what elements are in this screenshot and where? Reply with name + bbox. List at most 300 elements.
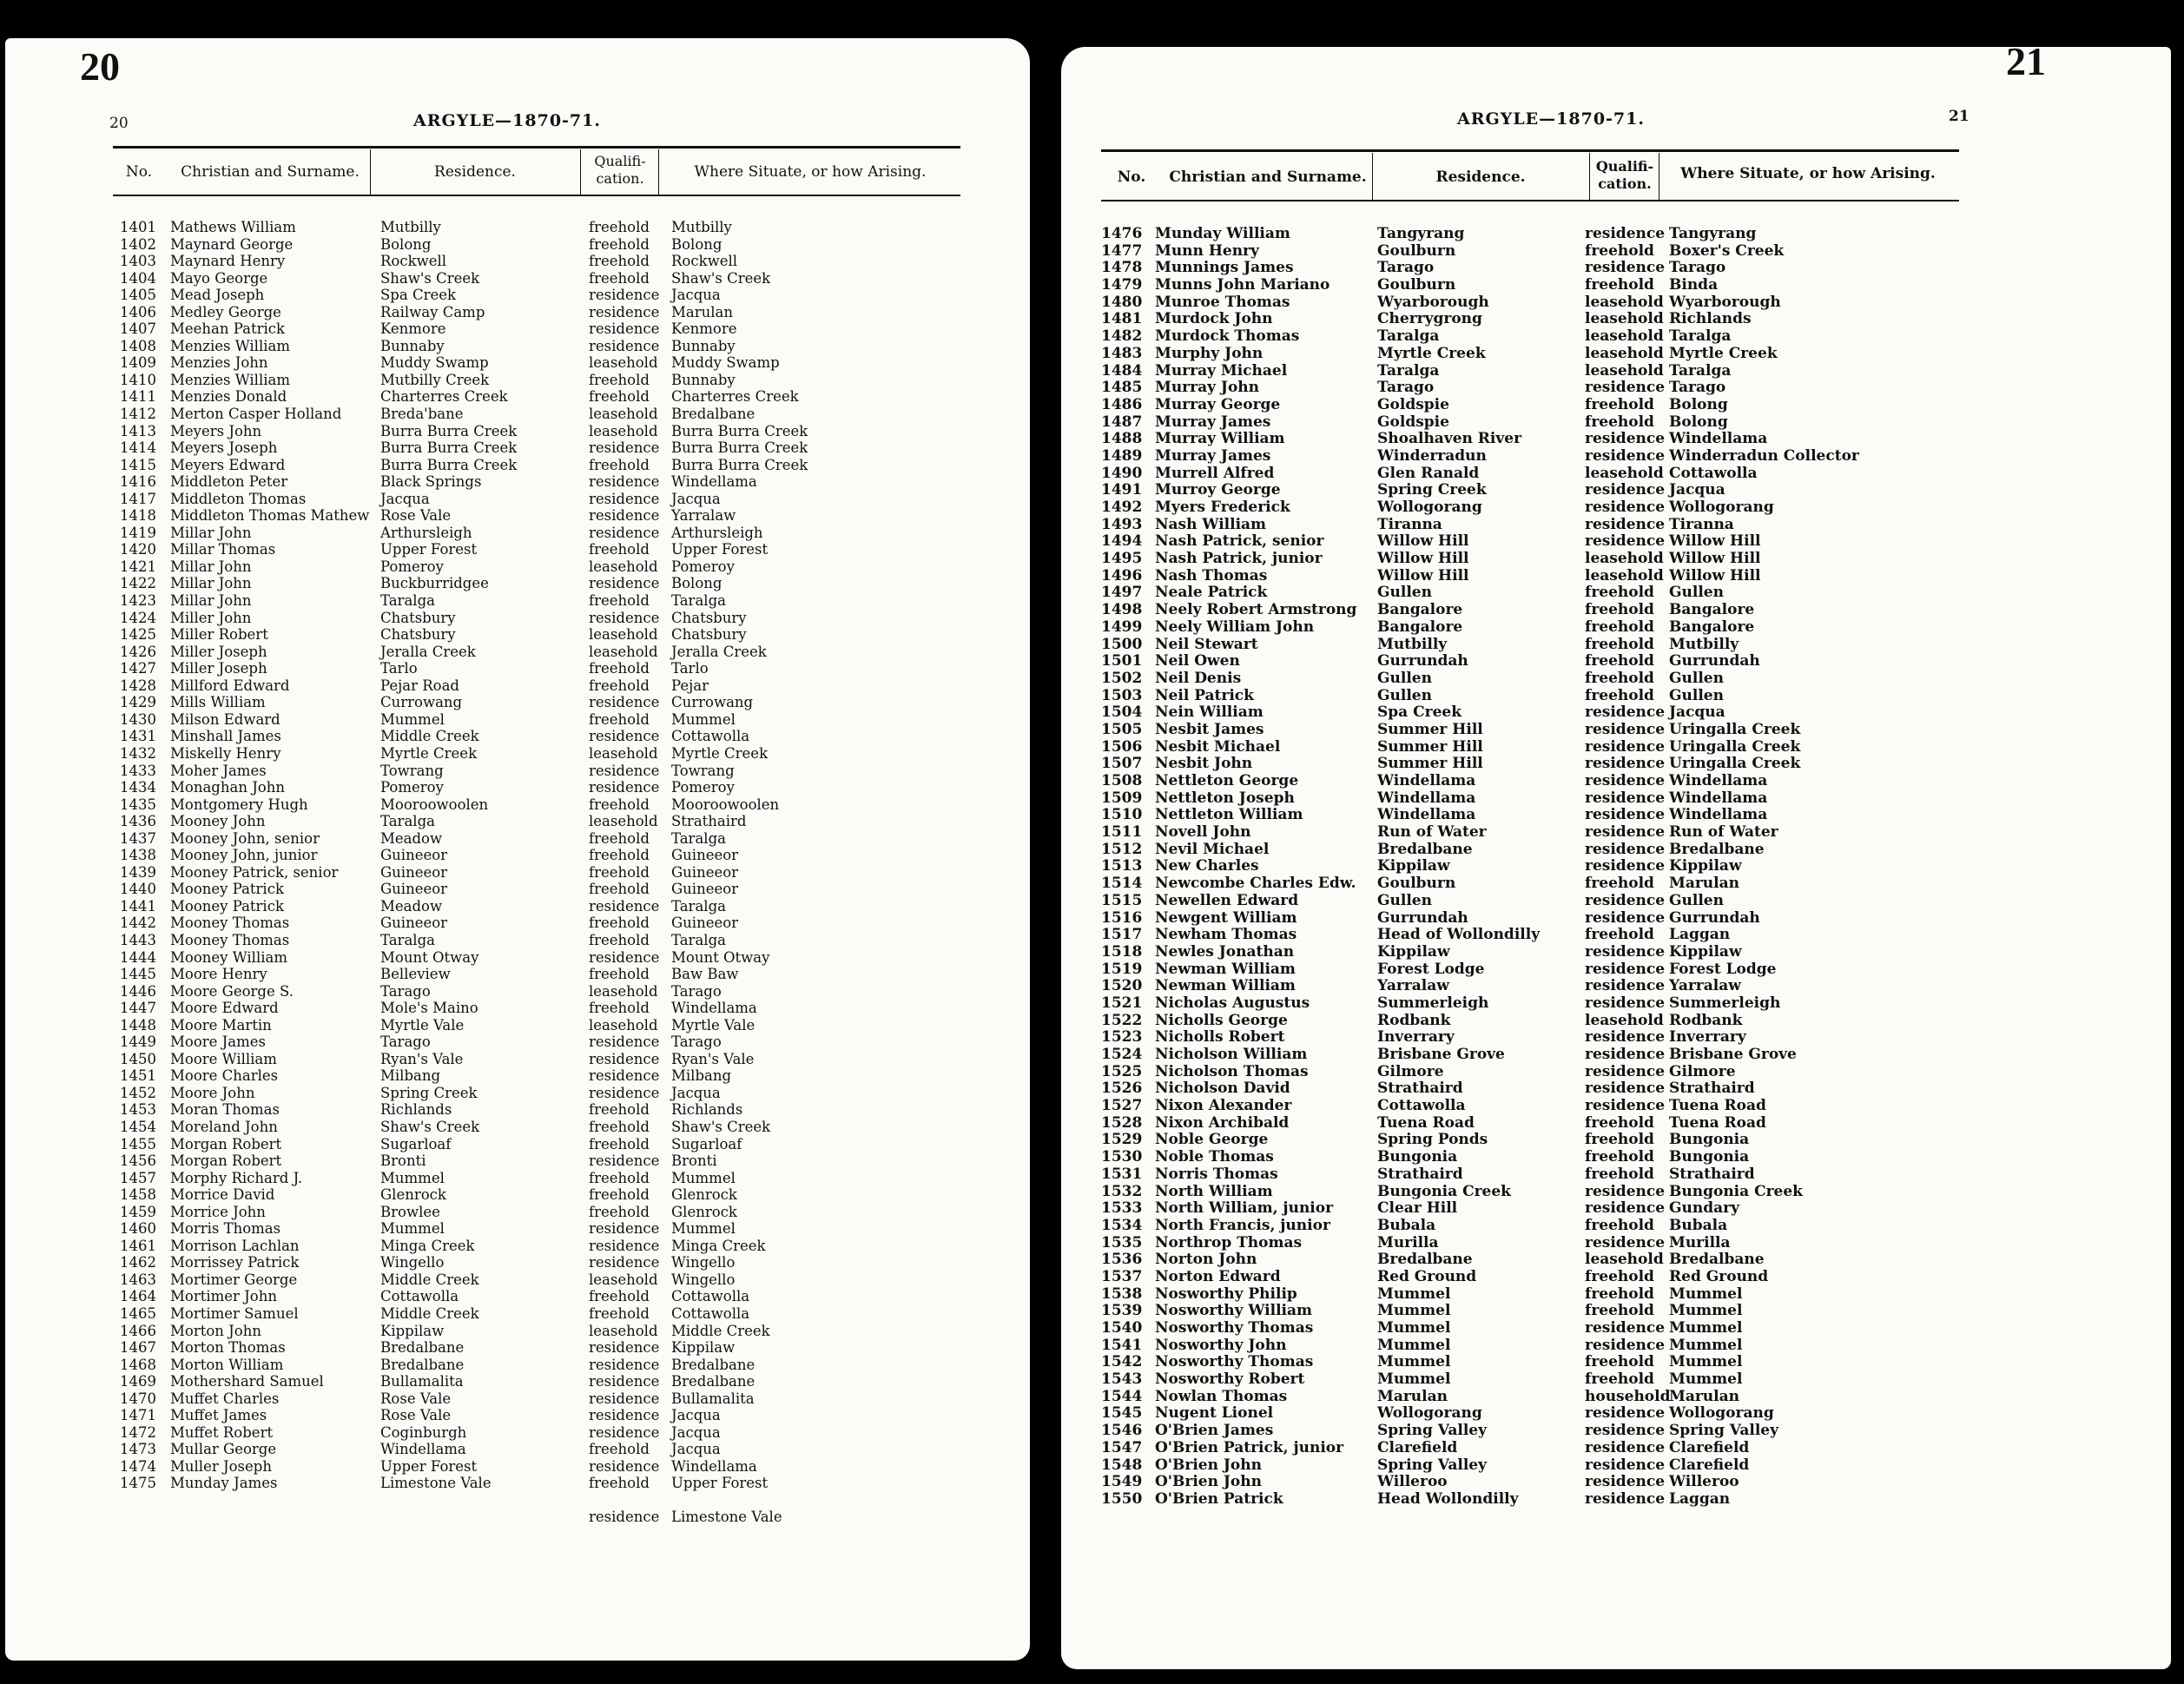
residence-cell: Inverrary [1377, 1028, 1455, 1047]
table-row [1061, 346, 2171, 363]
qualification-cell: residence [1585, 1404, 1666, 1423]
qualification-cell: residence [1585, 379, 1666, 397]
table-row [5, 745, 1030, 763]
qualification-cell: freehold [589, 829, 650, 847]
residence-cell: Mutbilly [1377, 635, 1448, 653]
where-cell: Currowang [671, 694, 754, 711]
name-cell: Nash Thomas [1155, 566, 1268, 584]
where-cell: Chatsbury [671, 626, 747, 644]
entry-number: 1448 [120, 1016, 156, 1034]
name-cell: Munday James [170, 1475, 278, 1492]
residence-cell: Arthursleigh [380, 524, 472, 541]
name-cell: Mooney Patrick, senior [170, 863, 339, 881]
where-cell: Taralga [671, 931, 726, 948]
where-cell: Muddy Swamp [671, 354, 780, 372]
entry-number: 1419 [120, 524, 156, 541]
where-cell: Shaw's Creek [671, 1118, 771, 1135]
where-cell: Bungonia [1669, 1148, 1750, 1166]
qualification-cell: residence [1585, 532, 1666, 551]
entry-number: 1541 [1101, 1336, 1143, 1354]
entry-number: 1457 [120, 1169, 156, 1186]
name-cell: Neil Patrick [1155, 686, 1254, 704]
where-cell: Willow Hill [1669, 550, 1761, 568]
table-row [1061, 431, 2171, 448]
table-row [1061, 1132, 2171, 1149]
where-cell: Mummel [671, 1169, 736, 1186]
entry-number: 1546 [1101, 1422, 1143, 1440]
residence-cell: Summerleigh [1377, 994, 1489, 1012]
where-cell: Milbang [671, 1067, 732, 1085]
residence-cell: Pomeroy [380, 558, 444, 575]
name-cell: Miller Joseph [170, 660, 267, 677]
table-row [1061, 670, 2171, 688]
entry-number: 1527 [1101, 1097, 1143, 1115]
qualification-cell: residence [589, 1084, 660, 1101]
name-cell: Meyers Edward [170, 456, 286, 473]
qualification-cell: residence [1585, 515, 1666, 533]
qualification-cell: residence [589, 1373, 660, 1390]
name-cell: Nettleton George [1155, 772, 1299, 789]
residence-cell: Breda'bane [380, 406, 464, 423]
table-row [5, 1357, 1030, 1374]
where-cell: Taralga [1669, 327, 1732, 346]
table-row [1061, 1405, 2171, 1423]
table-row [1061, 961, 2171, 979]
qualification-cell: freehold [589, 541, 650, 558]
table-row [5, 423, 1030, 440]
table-row [5, 507, 1030, 525]
table-row [1061, 226, 2171, 243]
qualification-cell: residence [589, 694, 660, 711]
qualification-cell: residence [589, 1509, 660, 1525]
entry-number: 1420 [120, 541, 156, 558]
entry-number: 1456 [120, 1152, 156, 1170]
entry-number: 1510 [1101, 806, 1143, 824]
table-row [5, 644, 1030, 661]
table-row [5, 1000, 1030, 1017]
entry-number: 1537 [1101, 1267, 1143, 1285]
entry-number: 1499 [1101, 617, 1143, 636]
qualification-cell: leasehold [589, 1016, 658, 1034]
residence-cell: Myrtle Creek [1377, 344, 1486, 362]
qualification-cell: leasehold [589, 1271, 658, 1288]
entry-number: 1414 [120, 439, 156, 457]
residence-cell: Mutbilly [380, 219, 441, 235]
entry-number: 1479 [1101, 276, 1143, 294]
qualification-cell: residence [589, 473, 660, 491]
where-cell: Richlands [671, 1101, 743, 1119]
residence-cell: Richlands [380, 1101, 452, 1119]
entry-number: 1467 [120, 1339, 156, 1357]
entry-number: 1454 [120, 1118, 156, 1135]
entry-number: 1480 [1101, 293, 1143, 311]
entry-number: 1424 [120, 609, 156, 626]
table-row [1061, 927, 2171, 944]
entry-number: 1497 [1101, 584, 1143, 602]
residence-cell: Goldspie [1377, 395, 1449, 413]
qualification-cell: freehold [589, 847, 650, 864]
name-cell: Norton John [1155, 1251, 1257, 1269]
residence-cell: Guineeor [380, 863, 448, 881]
residence-cell: Currowang [380, 694, 463, 711]
where-cell: Windellama [1669, 772, 1768, 789]
residence-cell: Willow Hill [1377, 550, 1469, 568]
residence-cell: Tarago [1377, 379, 1435, 397]
where-cell: Bullamalita [671, 1390, 755, 1407]
where-cell: Strathaird [671, 813, 747, 830]
where-cell: Mummel [671, 1220, 736, 1238]
name-cell: Moore John [170, 1084, 255, 1101]
where-cell: Red Ground [1669, 1267, 1769, 1285]
name-cell: Noble George [1155, 1131, 1269, 1149]
where-cell: Mummel [1669, 1336, 1743, 1354]
where-cell: Murilla [1669, 1233, 1731, 1251]
where-cell: Mummel [1669, 1370, 1743, 1389]
name-cell: Newham Thomas [1155, 926, 1297, 944]
entry-number: 1449 [120, 1034, 156, 1051]
table-row [1061, 688, 2171, 705]
name-cell: Muffet Robert [170, 1423, 274, 1441]
name-cell: Moore Edward [170, 1000, 279, 1017]
name-cell: Montgomery Hugh [170, 796, 308, 813]
name-cell: Nosworthy John [1155, 1336, 1287, 1354]
column-header-no: No. [1117, 168, 1146, 186]
table-row [5, 575, 1030, 592]
name-cell: Mayo George [170, 269, 268, 287]
name-cell: Millar Thomas [170, 541, 276, 558]
entry-number: 1521 [1101, 994, 1143, 1012]
page-stamp: 20 [80, 44, 120, 89]
table-row [1061, 653, 2171, 670]
table-row [5, 491, 1030, 508]
name-cell: Morton William [170, 1356, 284, 1373]
entry-number: 1430 [120, 710, 156, 728]
where-cell: Bolong [1669, 395, 1728, 413]
table-row [1061, 910, 2171, 928]
qualification-cell: freehold [589, 592, 650, 610]
residence-cell: Bangalore [1377, 601, 1463, 619]
entry-number: 1427 [120, 660, 156, 677]
entry-number: 1422 [120, 575, 156, 592]
qualification-cell: leasehold [589, 813, 658, 830]
where-cell: Windellama [1669, 430, 1768, 448]
name-cell: Moran Thomas [170, 1101, 280, 1119]
table-row [5, 1323, 1030, 1340]
residence-cell: Buckburridgee [380, 575, 489, 592]
entry-number: 1464 [120, 1288, 156, 1305]
entry-number: 1446 [120, 982, 156, 1000]
where-cell: Jacqua [671, 1441, 721, 1458]
entry-number: 1455 [120, 1135, 156, 1152]
name-cell: Moore George S. [170, 982, 294, 1000]
where-cell: Richlands [1669, 310, 1752, 328]
where-cell: Chatsbury [671, 609, 747, 626]
entry-number: 1536 [1101, 1251, 1143, 1269]
qualification-cell: residence [589, 1067, 660, 1085]
residence-cell: Cherrygrong [1377, 310, 1482, 328]
table-row [1061, 1320, 2171, 1337]
qualification-cell: freehold [1585, 635, 1654, 653]
entry-number: 1501 [1101, 652, 1143, 670]
page-number: 21 [1949, 108, 1970, 125]
name-cell: Mothershard Samuel [170, 1373, 324, 1390]
qualification-cell: residence [589, 728, 660, 745]
where-cell: Rodbank [1669, 1011, 1743, 1029]
name-cell: Nowlan Thomas [1155, 1387, 1288, 1405]
entry-number: 1531 [1101, 1165, 1143, 1183]
table-row [5, 338, 1030, 355]
qualification-cell: residence [1585, 430, 1666, 448]
table-row [5, 439, 1030, 457]
where-cell: Cottawolla [671, 1288, 750, 1305]
name-cell: Middleton Peter [170, 473, 288, 491]
entry-number: 1489 [1101, 446, 1143, 465]
residence-cell: Gurrundah [1377, 652, 1468, 670]
name-cell: Millar John [170, 592, 252, 610]
name-cell: Murray Michael [1155, 361, 1288, 380]
entry-number: 1486 [1101, 395, 1143, 413]
entry-number: 1416 [120, 473, 156, 491]
qualification-cell: freehold [1585, 601, 1654, 619]
residence-cell: Strathaird [1377, 1080, 1463, 1098]
page-stamp: 21 [2006, 47, 2046, 83]
entry-number: 1509 [1101, 789, 1143, 807]
qualification-cell: freehold [589, 1288, 650, 1305]
name-cell: Neely William John [1155, 617, 1315, 636]
left-page [5, 38, 1030, 1661]
name-cell: Murray John [1155, 379, 1260, 397]
qualification-cell: residence [1585, 225, 1666, 242]
residence-cell: Forest Lodge [1377, 960, 1485, 978]
qualification-cell: freehold [589, 863, 650, 881]
entry-number: 1440 [120, 881, 156, 898]
residence-cell: Myrtle Creek [380, 744, 478, 762]
where-cell: Bangalore [1669, 617, 1755, 636]
qualification-cell: freehold [589, 966, 650, 983]
entry-number: 1481 [1101, 310, 1143, 328]
header-top-rule [113, 146, 960, 149]
entry-number: 1542 [1101, 1353, 1143, 1371]
name-cell: O'Brien John [1155, 1456, 1262, 1474]
name-cell: Murdock Thomas [1155, 327, 1300, 346]
table-row [1061, 722, 2171, 739]
where-cell: Jeralla Creek [671, 643, 767, 660]
name-cell: Middleton Thomas [170, 490, 307, 507]
name-cell: Morrissey Patrick [170, 1254, 300, 1271]
name-cell: Newgent William [1155, 908, 1297, 927]
entry-number: 1465 [120, 1305, 156, 1322]
qualification-cell: residence [1585, 977, 1666, 995]
name-cell: Miskelly Henry [170, 744, 281, 762]
residence-cell: Willeroo [1377, 1473, 1448, 1491]
table-row [1061, 773, 2171, 790]
residence-cell: Wyarborough [1377, 293, 1489, 311]
entry-number: 1511 [1101, 823, 1143, 842]
qualification-cell: residence [589, 1034, 660, 1051]
residence-cell: Cottawolla [380, 1288, 459, 1305]
table-row [5, 1458, 1030, 1476]
table-row [5, 1017, 1030, 1034]
residence-cell: Mummel [380, 1220, 445, 1238]
qualification-cell: residence [589, 1390, 660, 1407]
qualification-cell: residence [589, 1339, 660, 1357]
residence-cell: Rose Vale [380, 1390, 452, 1407]
residence-cell: Windellama [380, 1441, 466, 1458]
entry-number: 1469 [120, 1373, 156, 1390]
residence-cell: Burra Burra Creek [380, 422, 518, 439]
name-cell: Morgan Robert [170, 1135, 282, 1152]
table-row [5, 1186, 1030, 1204]
table-row [5, 1373, 1030, 1390]
residence-cell: Bredalbane [1377, 840, 1473, 858]
column-header-name: Christian and Surname. [1169, 168, 1367, 186]
entry-number: 1439 [120, 863, 156, 881]
entry-number: 1526 [1101, 1080, 1143, 1098]
qualification-cell: residence [589, 439, 660, 457]
residence-cell: Head Wollondilly [1377, 1489, 1519, 1508]
qualification-cell: residence [1585, 446, 1666, 465]
where-cell: Marulan [671, 303, 733, 320]
residence-cell: Red Ground [1377, 1267, 1477, 1285]
table-row [1061, 995, 2171, 1013]
qualification-cell: freehold [589, 1186, 650, 1204]
name-cell: Nettleton William [1155, 806, 1303, 824]
qualification-cell: residence [589, 320, 660, 338]
name-cell: Maynard Henry [170, 253, 286, 270]
residence-cell: Chatsbury [380, 626, 456, 644]
qualification-cell: freehold [1585, 413, 1654, 431]
where-cell: Wingello [671, 1254, 736, 1271]
table-row [5, 898, 1030, 915]
qualification-cell: residence [1585, 703, 1666, 722]
name-cell: Murroy George [1155, 481, 1281, 499]
trailing-entry [5, 1509, 1030, 1526]
table-row [5, 864, 1030, 882]
name-cell: Mead Joseph [170, 287, 265, 304]
residence-cell: Taralga [380, 813, 435, 830]
entry-number: 1453 [120, 1101, 156, 1119]
qualification-cell: freehold [589, 219, 650, 235]
name-cell: Millar John [170, 575, 252, 592]
name-cell: Morton Thomas [170, 1339, 286, 1357]
entry-number: 1409 [120, 354, 156, 372]
qualification-cell: residence [1585, 772, 1666, 789]
residence-cell: Clear Hill [1377, 1199, 1458, 1218]
qualification-cell: freehold [1585, 276, 1654, 294]
table-row [5, 304, 1030, 321]
table-row [1061, 482, 2171, 499]
residence-cell: Murilla [1377, 1233, 1439, 1251]
residence-cell: Meadow [380, 829, 443, 847]
column-header-residence: Residence. [434, 163, 516, 181]
qualification-cell: residence [1585, 1438, 1666, 1456]
table-row [1061, 1491, 2171, 1509]
where-cell: Mummel [671, 710, 736, 728]
name-cell: Norton Edward [1155, 1267, 1281, 1285]
where-cell: Jacqua [1669, 703, 1725, 722]
where-cell: Bunnaby [671, 337, 736, 354]
qualification-cell: residence [589, 1457, 660, 1475]
table-row [1061, 551, 2171, 568]
name-cell: Mortimer George [170, 1271, 298, 1288]
name-cell: Morphy Richard J. [170, 1169, 303, 1186]
residence-cell: Tarago [380, 982, 431, 1000]
qualification-cell: freehold [1585, 1113, 1654, 1132]
name-cell: Newman William [1155, 977, 1296, 995]
qualification-cell: leasehold [589, 422, 658, 439]
entry-number: 1421 [120, 558, 156, 575]
entry-number: 1451 [120, 1067, 156, 1085]
where-cell: Pejar [671, 677, 709, 694]
where-cell: Pomeroy [671, 779, 735, 796]
entry-number: 1506 [1101, 737, 1143, 756]
table-row [1061, 1440, 2171, 1457]
where-cell: Tiranna [1669, 515, 1734, 533]
where-cell: Run of Water [1669, 823, 1778, 842]
table-row [5, 949, 1030, 967]
where-cell: Mummel [1669, 1302, 1743, 1320]
where-cell: Gullen [1669, 584, 1724, 602]
qualification-cell: residence [1585, 823, 1666, 842]
table-row [5, 813, 1030, 830]
table-row [1061, 1200, 2171, 1218]
qualification-cell: freehold [589, 931, 650, 948]
residence-cell: Charterres Creek [380, 388, 508, 406]
where-cell: Laggan [1669, 926, 1731, 944]
where-cell: Sugarloaf [671, 1135, 742, 1152]
residence-cell: Belleview [380, 966, 451, 983]
name-cell: Neil Stewart [1155, 635, 1258, 653]
residence-cell: Bronti [380, 1152, 426, 1170]
entry-number: 1492 [1101, 499, 1143, 516]
where-cell: Burra Burra Creek [671, 456, 808, 473]
column-divider [580, 149, 581, 195]
residence-cell: Middle Creek [380, 728, 479, 745]
table-row [5, 1271, 1030, 1289]
residence-cell: Burra Burra Creek [380, 456, 518, 473]
name-cell: Meehan Patrick [170, 320, 285, 338]
name-cell: Norris Thomas [1155, 1165, 1278, 1183]
where-cell: Willeroo [1669, 1473, 1739, 1491]
where-cell: Tangyrang [1669, 225, 1757, 242]
table-row [1061, 704, 2171, 722]
where-cell: Jacqua [1669, 481, 1725, 499]
table-row [1061, 414, 2171, 432]
entry-number: 1471 [120, 1407, 156, 1424]
name-cell: Menzies William [170, 371, 290, 388]
name-cell: Nash Patrick, senior [1155, 532, 1324, 551]
where-cell: Towrang [671, 762, 735, 779]
name-cell: Nosworthy Thomas [1155, 1353, 1314, 1371]
entry-number: 1466 [120, 1322, 156, 1339]
entry-number: 1452 [120, 1084, 156, 1101]
qualification-cell: residence [589, 303, 660, 320]
entry-number: 1528 [1101, 1113, 1143, 1132]
where-cell: Forest Lodge [1669, 960, 1777, 978]
residence-cell: Bubala [1377, 1216, 1436, 1234]
table-row [5, 1101, 1030, 1119]
entry-number: 1525 [1101, 1062, 1143, 1080]
qualification-cell: residence [1585, 1028, 1666, 1047]
column-header-qualification: Qualifi-cation. [1595, 158, 1654, 192]
where-cell: Kippilaw [1669, 942, 1742, 961]
residence-cell: Spring Creek [380, 1084, 478, 1101]
name-cell: Maynard George [170, 235, 294, 253]
table-row [5, 966, 1030, 983]
name-cell: North William [1155, 1182, 1273, 1200]
name-cell: Munroe Thomas [1155, 293, 1290, 311]
entry-number: 1411 [120, 388, 156, 406]
